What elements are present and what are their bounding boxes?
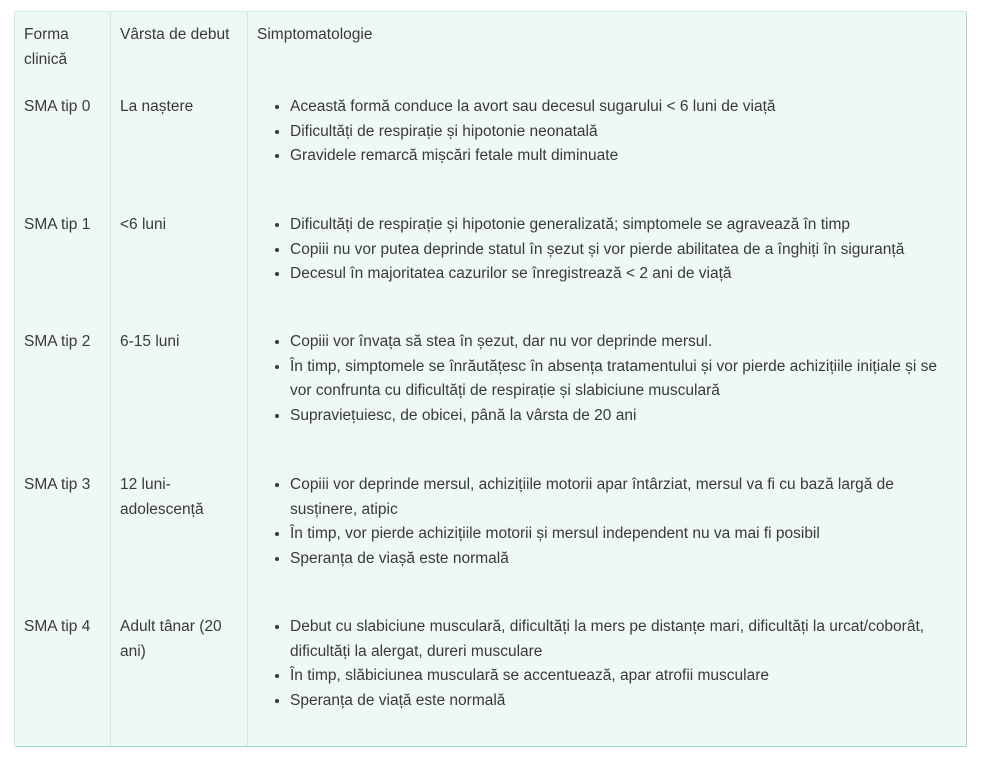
row-age: 6-15 luni bbox=[120, 333, 180, 350]
row-symptoms bbox=[257, 615, 962, 713]
row-age: <6 luni bbox=[120, 216, 167, 233]
symptom-item: • În timp, slăbiciunea musculară se accentuează, apar atrofii musculare bbox=[290, 664, 962, 689]
header-form: Forma clinică bbox=[24, 26, 69, 68]
symptom-item: • Această formă conduce la avort sau decesul sugarului < 6 luni de viață bbox=[290, 95, 962, 120]
row-form: SMA tip 3 bbox=[24, 476, 91, 493]
row-age: La naștere bbox=[120, 98, 194, 115]
row-symptoms bbox=[257, 473, 962, 571]
row-age: Adult tânar (20 ani) bbox=[120, 618, 222, 660]
row-form: SMA tip 1 bbox=[24, 216, 91, 233]
symptom-item: • Copiii vor deprinde mersul, achizițiile motorii apar întârziat, mersul va fi cu bază largă de susținere, atipic bbox=[290, 473, 962, 522]
row-symptoms bbox=[257, 95, 962, 169]
symptom-item: • Debut cu slabiciune musculară, dificultăți la mers pe distanțe mari, dificultăți la urcat/coborât, dificultăți la alergat, dureri musculare bbox=[290, 615, 962, 664]
symptom-item: • Copiii nu vor putea deprinde statul în șezut și vor pierde abilitatea de a înghiți în siguranță bbox=[290, 238, 962, 263]
header-symptoms: Simptomatologie bbox=[257, 26, 373, 43]
symptom-item: • Copiii vor învața să stea în șezut, dar nu vor deprinde mersul. bbox=[290, 330, 962, 355]
sma-table bbox=[14, 11, 967, 747]
symptom-item: • În timp, simptomele se înrăutățesc în absența tratamentului și vor pierde achizițiile inițiale și se vor confrunta cu dificultăți de respirație și slabiciune musculară bbox=[290, 355, 962, 404]
row-form: SMA tip 4 bbox=[24, 618, 91, 635]
symptom-item: • Gravidele remarcă mișcări fetale mult diminuate bbox=[290, 144, 962, 169]
symptom-item: • Speranța de viață este normală bbox=[290, 689, 962, 714]
row-symptoms bbox=[257, 213, 962, 287]
column-divider bbox=[110, 12, 111, 746]
symptom-item: • Decesul în majoritatea cazurilor se înregistrează < 2 ani de viață bbox=[290, 262, 962, 287]
symptom-item: • În timp, vor pierde achizițiile motorii și mersul independent nu va mai fi posibil bbox=[290, 522, 962, 547]
row-symptoms bbox=[257, 330, 962, 428]
symptom-item: • Dificultăți de respirație și hipotonie generalizată; simptomele se agravează în timp bbox=[290, 213, 962, 238]
row-age: 12 luni-adolescență bbox=[120, 476, 204, 518]
symptom-item: • Supraviețuiesc, de obicei, până la vârsta de 20 ani bbox=[290, 404, 962, 429]
symptom-item: • Dificultăți de respirație și hipotonie neonatală bbox=[290, 120, 962, 145]
row-form: SMA tip 0 bbox=[24, 98, 91, 115]
symptom-item: • Speranța de viașă este normală bbox=[290, 547, 962, 572]
row-form: SMA tip 2 bbox=[24, 333, 91, 350]
header-age: Vârsta de debut bbox=[120, 26, 230, 43]
